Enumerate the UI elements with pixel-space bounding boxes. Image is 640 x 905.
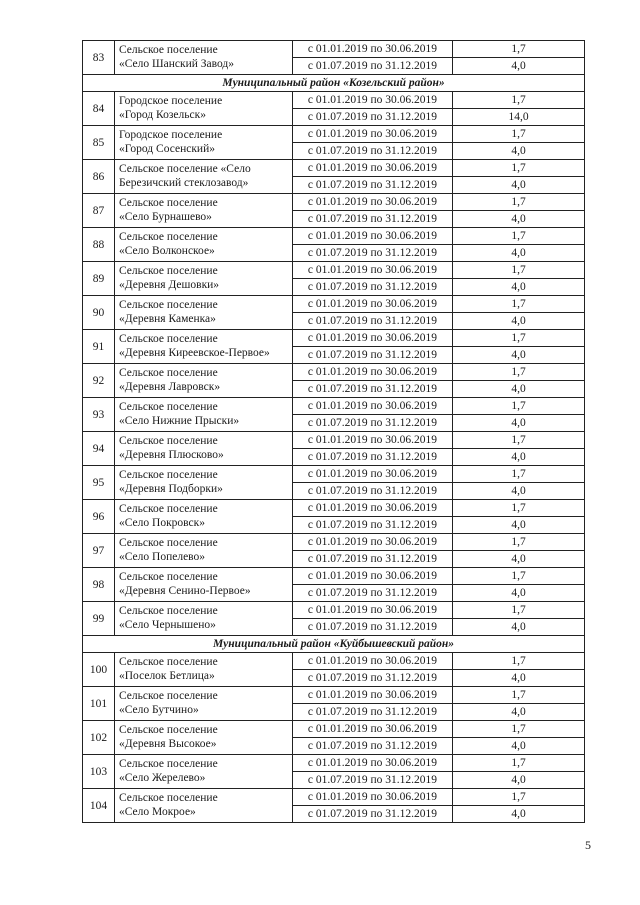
section-title: Муниципальный район «Куйбышевский район»	[83, 636, 585, 653]
row-number: 97	[83, 534, 115, 568]
settlement-name-line1: Сельское поселение	[119, 537, 218, 549]
rate-cell: 4,0	[453, 415, 585, 432]
row-number: 93	[83, 398, 115, 432]
period-cell: с 01.07.2019 по 31.12.2019	[293, 670, 453, 687]
settlement-name-line2: «Поселок Бетлица»	[119, 669, 215, 682]
settlement-name-line1: Сельское поселение	[119, 401, 218, 413]
period-cell: с 01.01.2019 по 30.06.2019	[293, 687, 453, 704]
row-number: 101	[83, 687, 115, 721]
settlement-name-line2: «Село Чернышено»	[119, 618, 216, 631]
rate-cell: 1,7	[453, 568, 585, 585]
rate-cell: 1,7	[453, 41, 585, 58]
row-number: 100	[83, 653, 115, 687]
settlement-name-line2: «Село Бурнашево»	[119, 210, 212, 223]
table-row	[83, 653, 585, 670]
section-row	[83, 75, 585, 92]
row-number: 104	[83, 789, 115, 823]
period-cell: с 01.01.2019 по 30.06.2019	[293, 755, 453, 772]
settlement-name	[115, 653, 293, 687]
period-cell: с 01.01.2019 по 30.06.2019	[293, 789, 453, 806]
row-number: 92	[83, 364, 115, 398]
table-row	[83, 789, 585, 806]
page-number: 5	[585, 838, 591, 852]
settlement-name	[115, 194, 293, 228]
row-number: 102	[83, 721, 115, 755]
settlement-name	[115, 500, 293, 534]
rate-cell: 1,7	[453, 398, 585, 415]
period-cell: с 01.01.2019 по 30.06.2019	[293, 568, 453, 585]
period-cell: с 01.07.2019 по 31.12.2019	[293, 279, 453, 296]
settlement-name-line2: «Село Попелево»	[119, 550, 206, 563]
settlement-name-line1: Сельское поселение	[119, 299, 218, 311]
period-cell: с 01.01.2019 по 30.06.2019	[293, 228, 453, 245]
table-body	[83, 41, 585, 823]
settlement-name-line1: Городское поселение	[119, 95, 223, 107]
rate-cell: 14,0	[453, 109, 585, 126]
period-cell: с 01.07.2019 по 31.12.2019	[293, 381, 453, 398]
table-row	[83, 500, 585, 517]
period-cell: с 01.01.2019 по 30.06.2019	[293, 364, 453, 381]
settlement-name	[115, 602, 293, 636]
rate-cell: 1,7	[453, 500, 585, 517]
period-cell: с 01.01.2019 по 30.06.2019	[293, 262, 453, 279]
settlement-name	[115, 432, 293, 466]
row-number: 103	[83, 755, 115, 789]
period-cell: с 01.01.2019 по 30.06.2019	[293, 602, 453, 619]
table-row	[83, 194, 585, 211]
rate-cell: 1,7	[453, 687, 585, 704]
settlement-name	[115, 568, 293, 602]
settlement-name-line2: «Город Козельск»	[119, 108, 206, 121]
settlement-name-line2: «Деревня Дешовки»	[119, 278, 220, 291]
settlement-name-line2: «Село Нижние Прыски»	[119, 414, 240, 427]
rate-cell: 1,7	[453, 160, 585, 177]
rate-cell: 1,7	[453, 721, 585, 738]
rate-cell: 1,7	[453, 432, 585, 449]
table-row	[83, 534, 585, 551]
rate-cell: 4,0	[453, 381, 585, 398]
period-cell: с 01.01.2019 по 30.06.2019	[293, 126, 453, 143]
row-number: 94	[83, 432, 115, 466]
period-cell: с 01.07.2019 по 31.12.2019	[293, 177, 453, 194]
settlement-name	[115, 296, 293, 330]
rate-cell: 4,0	[453, 551, 585, 568]
settlement-name-line2: «Село Шанский Завод»	[119, 57, 234, 70]
settlement-name	[115, 92, 293, 126]
settlement-name-line1: Сельское поселение	[119, 571, 218, 583]
rate-cell: 1,7	[453, 228, 585, 245]
settlement-name	[115, 721, 293, 755]
settlement-name	[115, 398, 293, 432]
period-cell: с 01.07.2019 по 31.12.2019	[293, 143, 453, 160]
tariff-table	[82, 40, 585, 823]
settlement-name-line2: «Деревня Плюсково»	[119, 448, 224, 461]
settlement-name	[115, 126, 293, 160]
settlement-name	[115, 534, 293, 568]
table-row	[83, 92, 585, 109]
period-cell: с 01.07.2019 по 31.12.2019	[293, 772, 453, 789]
row-number: 90	[83, 296, 115, 330]
settlement-name-line2: «Село Жерелево»	[119, 771, 206, 784]
rate-cell: 1,7	[453, 364, 585, 381]
table-row	[83, 41, 585, 58]
rate-cell: 4,0	[453, 449, 585, 466]
row-number: 87	[83, 194, 115, 228]
period-cell: с 01.01.2019 по 30.06.2019	[293, 296, 453, 313]
settlement-name-line1: Сельское поселение	[119, 197, 218, 209]
row-number: 86	[83, 160, 115, 194]
settlement-name	[115, 755, 293, 789]
rate-cell: 4,0	[453, 704, 585, 721]
rate-cell: 1,7	[453, 92, 585, 109]
table-row	[83, 755, 585, 772]
table-row	[83, 330, 585, 347]
settlement-name-line1: Сельское поселение	[119, 656, 218, 668]
settlement-name-line1: Сельское поселение	[119, 265, 218, 277]
table-row	[83, 568, 585, 585]
rate-cell: 4,0	[453, 738, 585, 755]
settlement-name-line2: «Село Волконское»	[119, 244, 215, 257]
rate-cell: 4,0	[453, 58, 585, 75]
row-number: 99	[83, 602, 115, 636]
table-row	[83, 602, 585, 619]
table-row	[83, 296, 585, 313]
settlement-name	[115, 228, 293, 262]
period-cell: с 01.07.2019 по 31.12.2019	[293, 347, 453, 364]
period-cell: с 01.07.2019 по 31.12.2019	[293, 619, 453, 636]
period-cell: с 01.07.2019 по 31.12.2019	[293, 806, 453, 823]
period-cell: с 01.07.2019 по 31.12.2019	[293, 245, 453, 262]
settlement-name	[115, 262, 293, 296]
settlement-name-line1: Сельское поселение	[119, 333, 218, 345]
rate-cell: 4,0	[453, 211, 585, 228]
rate-cell: 4,0	[453, 517, 585, 534]
row-number: 85	[83, 126, 115, 160]
rate-cell: 4,0	[453, 806, 585, 823]
settlement-name-line2: «Деревня Лавровск»	[119, 380, 221, 393]
settlement-name-line1: Сельское поселение	[119, 724, 218, 736]
period-cell: с 01.01.2019 по 30.06.2019	[293, 500, 453, 517]
row-number: 96	[83, 500, 115, 534]
period-cell: с 01.01.2019 по 30.06.2019	[293, 466, 453, 483]
rate-cell: 4,0	[453, 772, 585, 789]
settlement-name	[115, 364, 293, 398]
settlement-name-line2: «Деревня Киреевское-Первое»	[119, 346, 270, 359]
rate-cell: 4,0	[453, 245, 585, 262]
row-number: 83	[83, 41, 115, 75]
settlement-name-line2: «Село Мокрое»	[119, 805, 196, 818]
period-cell: с 01.01.2019 по 30.06.2019	[293, 398, 453, 415]
table-row	[83, 228, 585, 245]
rate-cell: 4,0	[453, 619, 585, 636]
settlement-name	[115, 466, 293, 500]
period-cell: с 01.01.2019 по 30.06.2019	[293, 92, 453, 109]
period-cell: с 01.07.2019 по 31.12.2019	[293, 704, 453, 721]
rate-cell: 1,7	[453, 126, 585, 143]
table-row	[83, 160, 585, 177]
settlement-name	[115, 330, 293, 364]
rate-cell: 1,7	[453, 262, 585, 279]
period-cell: с 01.07.2019 по 31.12.2019	[293, 517, 453, 534]
period-cell: с 01.07.2019 по 31.12.2019	[293, 585, 453, 602]
period-cell: с 01.07.2019 по 31.12.2019	[293, 313, 453, 330]
period-cell: с 01.07.2019 по 31.12.2019	[293, 449, 453, 466]
period-cell: с 01.01.2019 по 30.06.2019	[293, 653, 453, 670]
rate-cell: 1,7	[453, 755, 585, 772]
table-row	[83, 721, 585, 738]
rate-cell: 4,0	[453, 585, 585, 602]
settlement-name-line2: «Деревня Каменка»	[119, 312, 216, 325]
rate-cell: 4,0	[453, 313, 585, 330]
row-number: 88	[83, 228, 115, 262]
settlement-name	[115, 41, 293, 75]
rate-cell: 4,0	[453, 279, 585, 296]
period-cell: с 01.01.2019 по 30.06.2019	[293, 41, 453, 58]
table-row	[83, 262, 585, 279]
period-cell: с 01.07.2019 по 31.12.2019	[293, 551, 453, 568]
settlement-name-line1: Городское поселение	[119, 129, 223, 141]
table-row	[83, 398, 585, 415]
rate-cell: 1,7	[453, 330, 585, 347]
table-row	[83, 432, 585, 449]
period-cell: с 01.07.2019 по 31.12.2019	[293, 483, 453, 500]
period-cell: с 01.07.2019 по 31.12.2019	[293, 415, 453, 432]
rate-cell: 1,7	[453, 534, 585, 551]
settlement-name-line1: Сельское поселение	[119, 435, 218, 447]
rate-cell: 1,7	[453, 789, 585, 806]
period-cell: с 01.01.2019 по 30.06.2019	[293, 534, 453, 551]
settlement-name-line2: «Деревня Сенино-Первое»	[119, 584, 251, 597]
settlement-name	[115, 789, 293, 823]
row-number: 91	[83, 330, 115, 364]
settlement-name-line2: «Село Бутчино»	[119, 703, 199, 716]
period-cell: с 01.01.2019 по 30.06.2019	[293, 721, 453, 738]
rate-cell: 1,7	[453, 653, 585, 670]
rate-cell: 1,7	[453, 602, 585, 619]
settlement-name-line2: «Город Сосенский»	[119, 142, 215, 155]
section-row	[83, 636, 585, 653]
settlement-name-line2: Березичский стеклозавод»	[119, 176, 249, 189]
row-number: 89	[83, 262, 115, 296]
settlement-name-line1: Сельское поселение	[119, 231, 218, 243]
rate-cell: 4,0	[453, 347, 585, 364]
period-cell: с 01.07.2019 по 31.12.2019	[293, 738, 453, 755]
settlement-name-line1: Сельское поселение	[119, 758, 218, 770]
period-cell: с 01.07.2019 по 31.12.2019	[293, 211, 453, 228]
row-number: 95	[83, 466, 115, 500]
settlement-name-line1: Сельское поселение	[119, 690, 218, 702]
settlement-name-line1: Сельское поселение	[119, 367, 218, 379]
settlement-name-line2: «Деревня Высокое»	[119, 737, 217, 750]
period-cell: с 01.01.2019 по 30.06.2019	[293, 432, 453, 449]
row-number: 98	[83, 568, 115, 602]
settlement-name-line2: «Деревня Подборки»	[119, 482, 223, 495]
period-cell: с 01.07.2019 по 31.12.2019	[293, 58, 453, 75]
settlement-name-line1: Сельское поселение	[119, 469, 218, 481]
period-cell: с 01.01.2019 по 30.06.2019	[293, 160, 453, 177]
rate-cell: 1,7	[453, 194, 585, 211]
rate-cell: 4,0	[453, 670, 585, 687]
settlement-name	[115, 687, 293, 721]
settlement-name-line2: «Село Покровск»	[119, 516, 205, 529]
settlement-name-line1: Сельское поселение «Село	[119, 163, 251, 175]
rate-cell: 4,0	[453, 143, 585, 160]
settlement-name-line1: Сельское поселение	[119, 503, 218, 515]
rate-cell: 4,0	[453, 483, 585, 500]
period-cell: с 01.07.2019 по 31.12.2019	[293, 109, 453, 126]
period-cell: с 01.01.2019 по 30.06.2019	[293, 330, 453, 347]
settlement-name-line1: Сельское поселение	[119, 605, 218, 617]
row-number: 84	[83, 92, 115, 126]
rate-cell: 1,7	[453, 466, 585, 483]
period-cell: с 01.01.2019 по 30.06.2019	[293, 194, 453, 211]
table-row	[83, 687, 585, 704]
rate-cell: 1,7	[453, 296, 585, 313]
table-row	[83, 466, 585, 483]
settlement-name-line1: Сельское поселение	[119, 44, 218, 56]
section-title: Муниципальный район «Козельский район»	[83, 75, 585, 92]
table-row	[83, 126, 585, 143]
table-row	[83, 364, 585, 381]
settlement-name-line1: Сельское поселение	[119, 792, 218, 804]
settlement-name	[115, 160, 293, 194]
rate-cell: 4,0	[453, 177, 585, 194]
